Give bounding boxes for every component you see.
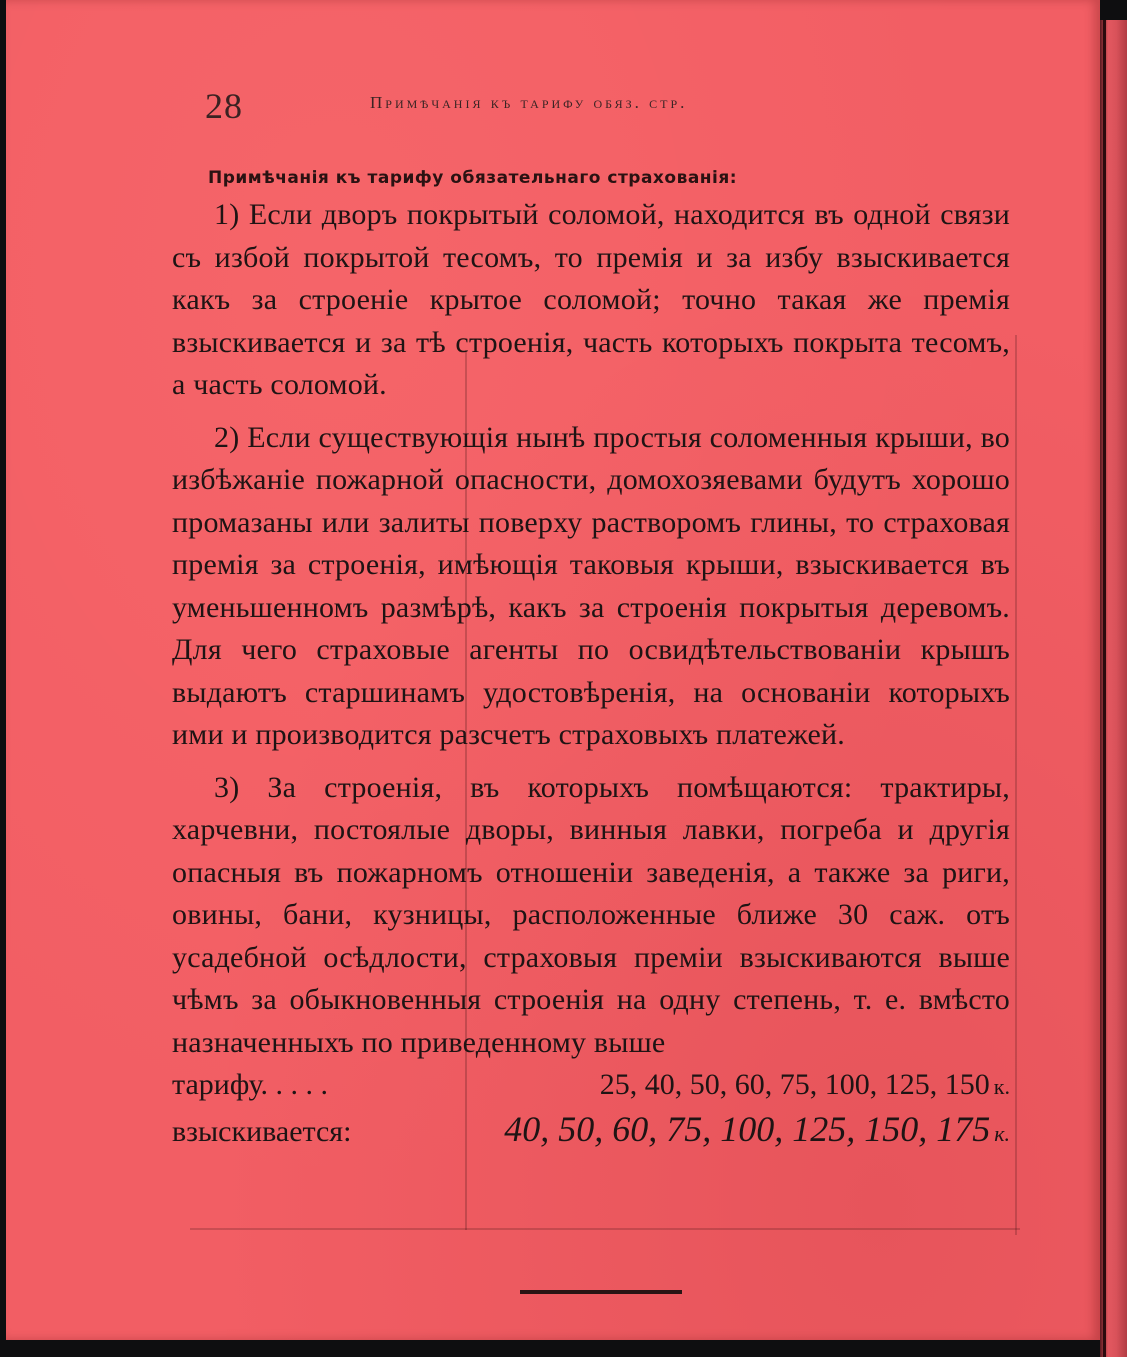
tariff-values [504, 1108, 1010, 1155]
tariff-unit: к. [993, 1074, 1010, 1099]
note-text: 3) За строенія, въ которыхъ помѣщаются: трактиры, харчевни, постоялые дворы, винныя лавки, погреба и другія опасныя въ пожарномъ отношеніи заведенія, а также за риги, овины, бани, кузницы, расположенные ближе 30 саж. отъ усадебной осѣдлости, страховыя преміи взыскиваются выше чѣмъ за обыкновенныя строенія на одну степень, т. е. вмѣсто назначенныхъ по приведенному выше [172, 770, 1010, 1059]
tariff-label: взыскивается: [172, 1115, 352, 1148]
end-rule-divider [520, 1290, 682, 1294]
note-paragraph-1 [172, 194, 1010, 407]
note-paragraph-3 [172, 767, 1010, 1065]
page-number: 28 [205, 86, 243, 126]
section-title: Примѣчанія къ тарифу обязательнаго страхованія: [208, 168, 738, 188]
running-head: Примѣчанія къ тарифу обяз. стр. [370, 93, 688, 112]
page-body [172, 160, 1010, 1155]
note-text: 1) Если дворъ покрытый соломой, находится въ одной связи съ избой покрытой тесомъ, то премія и за избу взыскивается какъ за строеніе крытое соломой; точно такая же премія взыскивается и за тѣ строенія, часть которыхъ покрыта тесомъ, а часть соломой. [172, 198, 1010, 401]
bleed-through-rule [190, 1228, 1020, 1230]
tariff-unit: к. [994, 1121, 1010, 1146]
bleed-through-rule [1015, 335, 1017, 1235]
note-paragraph-2 [172, 417, 1010, 757]
tariff-values-text: 25, 40, 50, 60, 75, 100, 125, 150 [599, 1068, 990, 1101]
tariff-row-base [172, 1064, 1010, 1108]
tariff-label: тарифу. . . . . [172, 1068, 329, 1101]
tariff-values [600, 1064, 1010, 1108]
note-text: 2) Если существующія нынѣ простыя соломенныя крыши, во избѣжаніе пожарной опасности, домохозяевами будутъ хорошо промазаны или залиты поверху растворомъ глины, то страховая премія за строенія, имѣющія таковыя крыши, взыскивается въ уменьшенномъ размѣрѣ, какъ за строенія покрытыя деревомъ. Для чего страховые агенты по освидѣтельствованіи крышъ выдаютъ старшинамъ удостовѣренія, на основаніи которыхъ ими и производится разсчетъ страховыхъ платежей. [172, 420, 1010, 751]
spine-edge [1103, 20, 1106, 1357]
tariff-row-raised [172, 1108, 1010, 1155]
tariff-values-text: 40, 50, 60, 75, 100, 125, 150, 175 [504, 1109, 991, 1149]
page-header [205, 85, 1005, 125]
